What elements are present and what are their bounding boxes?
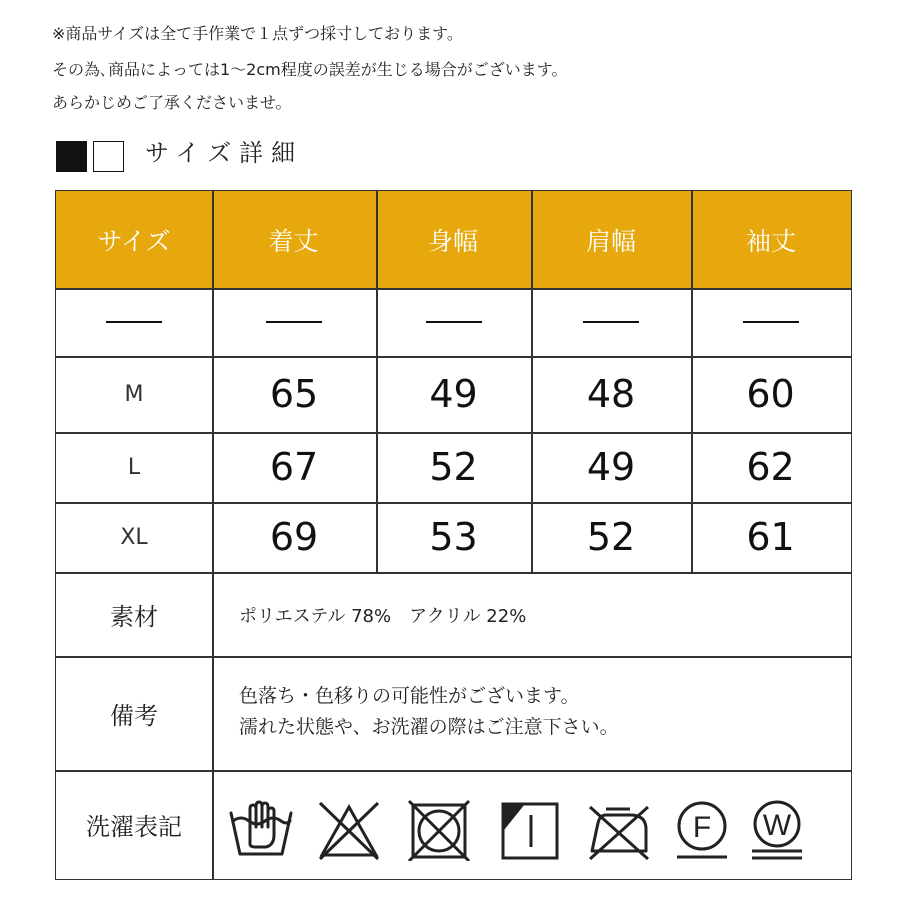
dash-cell — [531, 288, 691, 356]
remarks-label: 備考 — [110, 701, 158, 730]
header-sleeve: 袖丈 — [745, 226, 796, 256]
remarks-line-2: 濡れた状態や、お洗濯の際はご注意下さい。 — [239, 716, 619, 738]
dash-line — [106, 321, 162, 323]
no-iron-icon — [584, 799, 654, 861]
dash-cell — [212, 288, 376, 356]
hand-wash-icon — [228, 799, 294, 861]
white-square-icon — [93, 141, 124, 172]
value-shoulder-m: 48 — [586, 372, 636, 416]
black-square-icon — [56, 141, 87, 172]
value-sleeve-l: 62 — [746, 445, 795, 489]
value-shoulder-xl: 52 — [586, 515, 636, 559]
remarks-line-1: 色落ち・色移りの可能性がございます。 — [239, 685, 580, 707]
wet-clean-w-icon — [744, 799, 810, 861]
value-width-m: 49 — [429, 372, 478, 416]
dash-line — [426, 321, 482, 323]
note-line-3: あらかじめご了承くださいませ。 — [52, 93, 292, 112]
value-length-l: 67 — [269, 445, 319, 489]
size-table — [55, 190, 852, 880]
header-shoulder: 肩幅 — [585, 226, 636, 256]
table-header — [56, 191, 851, 288]
header-width: 身幅 — [427, 226, 478, 256]
no-tumble-dry-icon — [406, 799, 472, 861]
dry-clean-f-icon — [669, 799, 735, 861]
no-bleach-icon — [316, 799, 382, 861]
line-dry-shade-icon — [497, 799, 563, 861]
value-length-m: 65 — [269, 372, 319, 416]
svg-text:W: W — [762, 809, 792, 842]
dash-cell — [691, 288, 850, 356]
dash-line — [583, 321, 639, 323]
care-icons — [228, 791, 828, 871]
size-label-xl: XL — [120, 524, 148, 550]
svg-text:F: F — [692, 811, 712, 844]
value-sleeve-m: 60 — [746, 372, 795, 416]
value-shoulder-l: 49 — [586, 445, 636, 489]
material-label: 素材 — [110, 602, 158, 631]
dash-line — [743, 321, 799, 323]
value-width-xl: 53 — [429, 515, 478, 559]
header-size: サイズ — [97, 226, 171, 256]
value-width-l: 52 — [429, 445, 478, 489]
header-length: 着丈 — [268, 226, 319, 256]
value-length-xl: 69 — [269, 515, 319, 559]
note-line-1: ※商品サイズは全て手作業で１点ずつ採寸しております。 — [52, 24, 463, 43]
section-title: サイズ詳細 — [145, 139, 304, 167]
material-text: ポリエステル 78% アクリル 22% — [239, 606, 527, 627]
value-sleeve-xl: 61 — [746, 515, 795, 559]
note-line-2: その為､商品によっては1〜2cm程度の誤差が生じる場合がございます。 — [52, 60, 568, 79]
dash-line — [266, 321, 322, 323]
dash-cell — [56, 288, 212, 356]
size-label-l: L — [127, 454, 141, 480]
size-label-m: M — [124, 381, 144, 407]
dash-cell — [376, 288, 531, 356]
care-label: 洗濯表記 — [86, 813, 182, 841]
